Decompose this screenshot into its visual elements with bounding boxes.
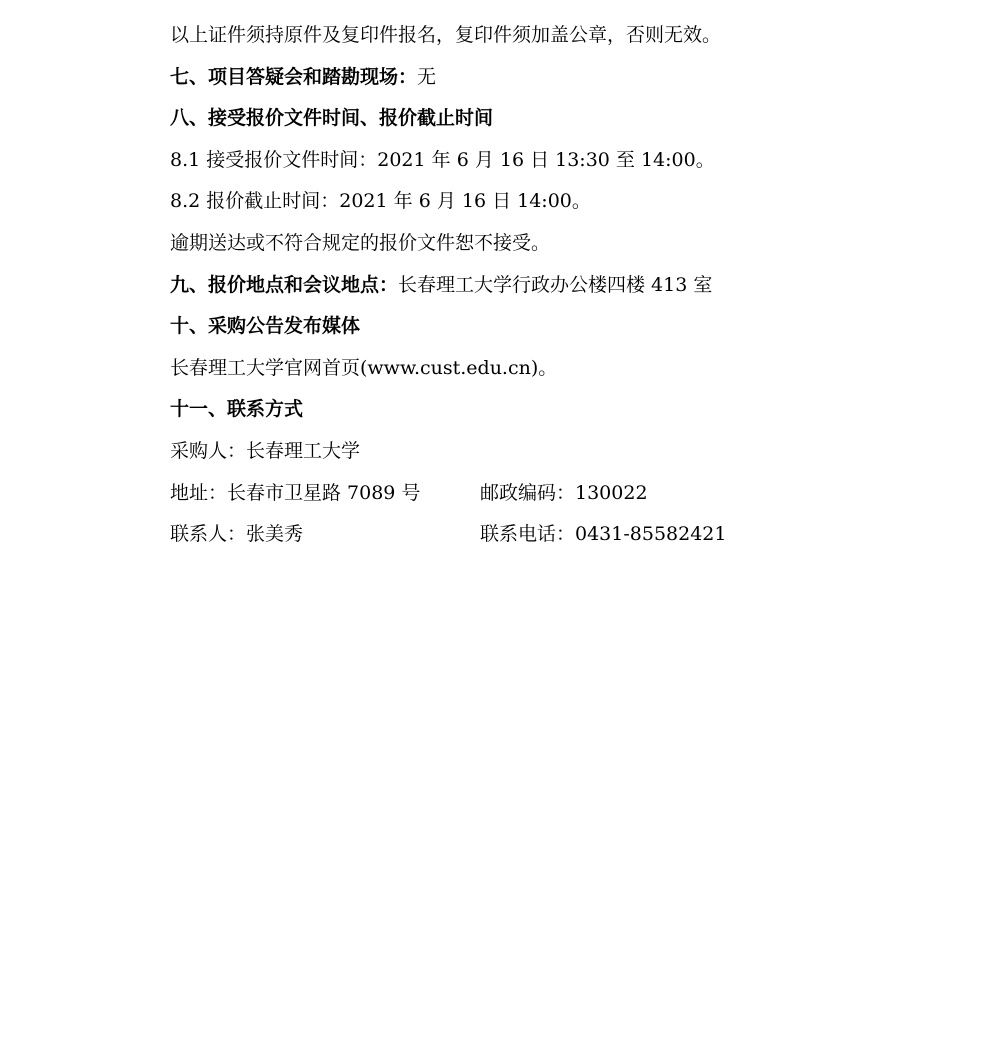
section-8-2-text: 8.2 报价截止时间：2021 年 6 月 16 日 14:00。 [170, 190, 591, 213]
media-text: 长春理工大学官网首页(www.cust.edu.cn)。 [170, 356, 558, 379]
contact-phone-text: 联系电话：0431-85582421 [480, 523, 727, 546]
address-text: 地址：长春市卫星路 7089 号 [170, 481, 421, 504]
section-10-title: 十、采购公告发布媒体 [170, 315, 361, 338]
section-11-heading [170, 396, 910, 438]
document-content [170, 22, 910, 563]
section-9-title: 九、报价地点和会议地点： [170, 273, 399, 296]
credentials-note [170, 22, 910, 64]
section-8-1 [170, 147, 910, 189]
section-11-title: 十一、联系方式 [170, 398, 304, 421]
late-submission-note [170, 230, 910, 272]
late-submission-text: 逾期送达或不符合规定的报价文件恕不接受。 [170, 231, 551, 254]
address-row [170, 480, 910, 522]
section-9-value: 长春理工大学行政办公楼四楼 413 室 [398, 273, 713, 296]
section-7-value: 无 [417, 65, 437, 88]
purchaser-text: 采购人：长春理工大学 [170, 439, 361, 462]
section-8-1-text: 8.1 接受报价文件时间：2021 年 6 月 16 日 13:30 至 14:00。 [170, 148, 715, 171]
section-7-title: 七、项目答疑会和踏勘现场： [170, 65, 418, 88]
postcode-text: 邮政编码：130022 [480, 481, 648, 504]
contact-person-text: 联系人：张美秀 [170, 523, 304, 546]
credentials-note-text: 以上证件须持原件及复印件报名，复印件须加盖公章，否则无效。 [170, 24, 722, 46]
section-10-heading [170, 313, 910, 355]
section-7-heading [170, 64, 910, 106]
section-8-2 [170, 188, 910, 230]
media-line [170, 355, 910, 397]
contact-row [170, 521, 910, 563]
purchaser-line [170, 438, 910, 480]
section-8-title: 八、接受报价文件时间、报价截止时间 [170, 107, 494, 130]
section-9-heading [170, 272, 910, 314]
section-8-heading [170, 105, 910, 147]
